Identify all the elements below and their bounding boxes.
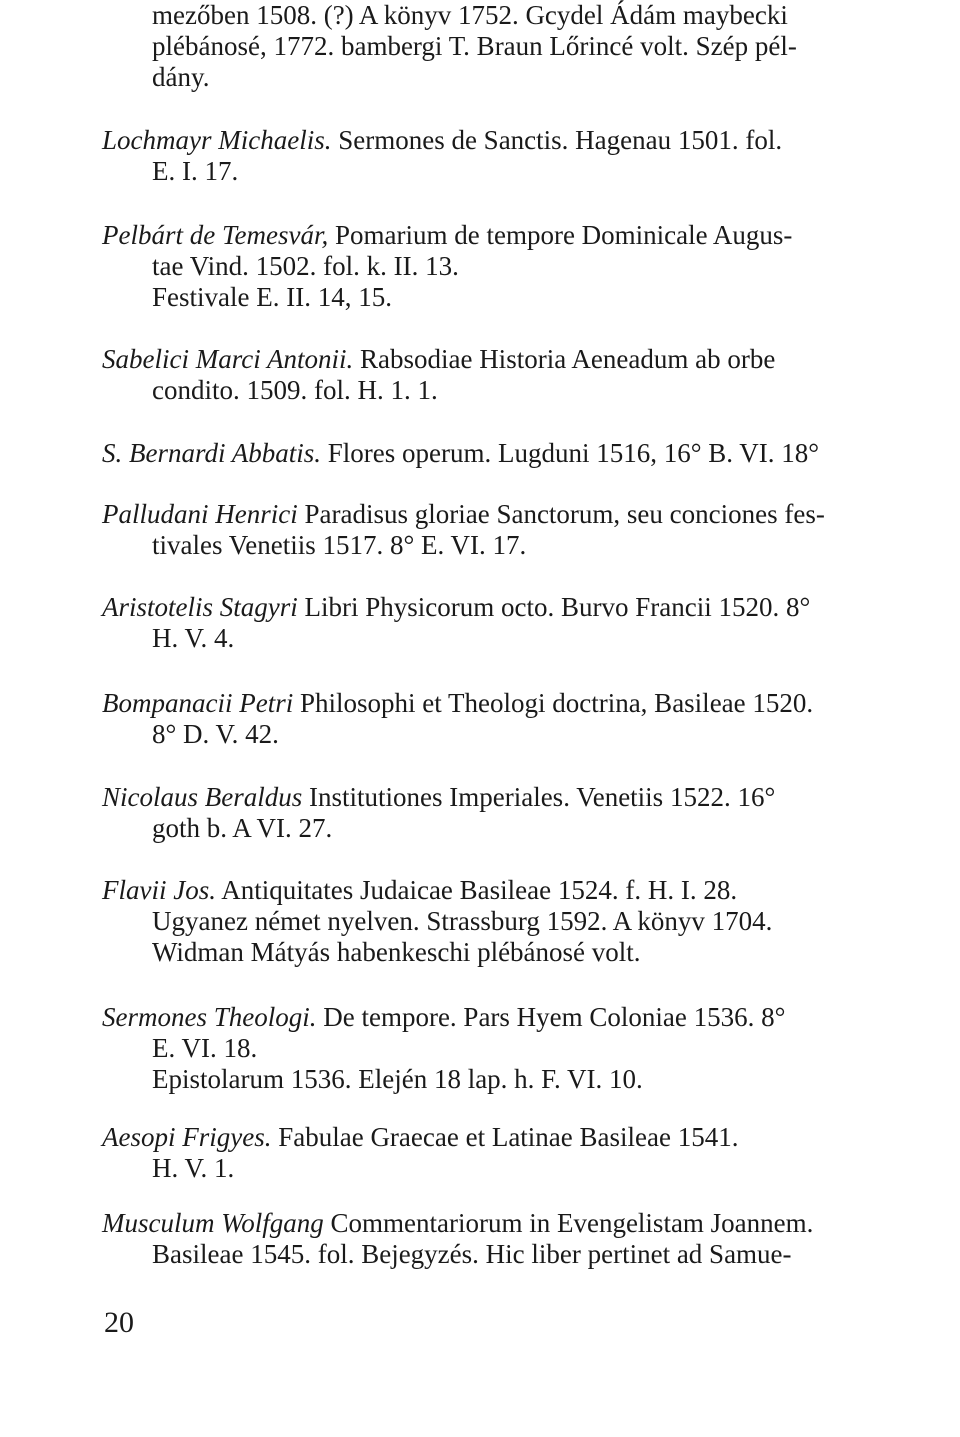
entry-line bbox=[102, 499, 850, 530]
page-number: 20 bbox=[104, 1306, 134, 1339]
entry-line bbox=[102, 1122, 850, 1153]
entry-flavii bbox=[102, 875, 850, 968]
entry-sabelici bbox=[102, 344, 850, 406]
entry-palludani bbox=[102, 499, 850, 561]
entry-line bbox=[102, 688, 850, 719]
entry-pelbart bbox=[102, 220, 850, 313]
entry-lochmayr bbox=[102, 125, 850, 187]
entry-text: Sermones de Sanctis. Hagenau 1501. fol. bbox=[331, 125, 783, 155]
entry-line: E. I. 17. bbox=[152, 156, 239, 186]
entry-line: Epistolarum 1536. Elején 18 lap. h. F. VI. 10. bbox=[152, 1064, 643, 1094]
entry-author: Bompanacii Petri bbox=[102, 688, 294, 718]
entry-text: Fabulae Graecae et Latinae Basileae 1541. bbox=[271, 1122, 739, 1152]
entry-line: Ugyanez német nyelven. Strassburg 1592. A könyv 1704. bbox=[152, 906, 773, 936]
entry-text: Pomarium de tempore Dominicale Augus- bbox=[328, 220, 793, 250]
entry-line bbox=[102, 1208, 850, 1239]
entry-bernardi bbox=[102, 438, 850, 469]
entry-author: Nicolaus Beraldus bbox=[102, 782, 303, 812]
entry-author: S. Bernardi Abbatis. bbox=[102, 438, 322, 468]
entry-line: condito. 1509. fol. H. 1. 1. bbox=[152, 375, 438, 405]
entry-continuation bbox=[102, 0, 850, 93]
entry-text: Philosophi et Theologi doctrina, Basileae 1520. bbox=[293, 688, 814, 718]
entry-line bbox=[102, 438, 850, 469]
entry-line bbox=[102, 875, 850, 906]
entry-author: Sermones Theologi. bbox=[102, 1002, 317, 1032]
entry-author: Aesopi Frigyes. bbox=[102, 1122, 272, 1152]
entry-line bbox=[102, 220, 850, 251]
entry-line: H. V. 4. bbox=[152, 623, 235, 653]
entry-line: E. VI. 18. bbox=[152, 1033, 258, 1063]
entry-line bbox=[102, 125, 850, 156]
entry-text: Libri Physicorum octo. Burvo Francii 1520. 8° bbox=[297, 592, 811, 622]
entry-line bbox=[102, 592, 850, 623]
entry-line bbox=[102, 1002, 850, 1033]
entry-line: dány. bbox=[152, 62, 210, 92]
entry-text: Paradisus gloriae Sanctorum, seu conciones fes- bbox=[297, 499, 825, 529]
entry-line bbox=[102, 344, 850, 375]
entry-line: 8° D. V. 42. bbox=[152, 719, 279, 749]
entry-line: Basileae 1545. fol. Bejegyzés. Hic liber pertinet ad Samue- bbox=[152, 1239, 792, 1269]
entry-text: Flores operum. Lugduni 1516, 16° B. VI. 18° bbox=[321, 438, 820, 468]
entry-line: goth b. A VI. 27. bbox=[152, 813, 333, 843]
entry-author: Musculum Wolfgang bbox=[102, 1208, 324, 1238]
entry-bompanacii bbox=[102, 688, 850, 750]
entry-text: Institutiones Imperiales. Venetiis 1522. 16° bbox=[302, 782, 776, 812]
entry-author: Aristotelis Stagyri bbox=[102, 592, 298, 622]
entry-sermones bbox=[102, 1002, 850, 1095]
entry-author: Pelbárt de Temesvár, bbox=[102, 220, 329, 250]
entry-line: plébánosé, 1772. bambergi T. Braun Lőrincé volt. Szép pél- bbox=[152, 31, 797, 61]
entry-beraldus bbox=[102, 782, 850, 844]
entry-text: Antiquitates Judaicae Basileae 1524. f. H. I. 28. bbox=[215, 875, 738, 905]
entry-musculum bbox=[102, 1208, 850, 1270]
entry-aesopi bbox=[102, 1122, 850, 1184]
entry-author: Palludani Henrici bbox=[102, 499, 298, 529]
entry-text: Rabsodiae Historia Aeneadum ab orbe bbox=[353, 344, 776, 374]
entry-line: H. V. 1. bbox=[152, 1153, 235, 1183]
entry-author: Sabelici Marci Antonii. bbox=[102, 344, 354, 374]
entry-author: Flavii Jos. bbox=[102, 875, 216, 905]
entry-line: tivales Venetiis 1517. 8° E. VI. 17. bbox=[152, 530, 527, 560]
entry-text: Commentariorum in Evengelistam Joannem. bbox=[323, 1208, 814, 1238]
entry-author: Lochmayr Michaelis. bbox=[102, 125, 332, 155]
entry-line: Widman Mátyás habenkeschi plébánosé volt. bbox=[152, 937, 641, 967]
entry-line: Festivale E. II. 14, 15. bbox=[152, 282, 392, 312]
entry-line: tae Vind. 1502. fol. k. II. 13. bbox=[152, 251, 459, 281]
entry-line: mezőben 1508. (?) A könyv 1752. Gcydel Ádám maybecki bbox=[152, 0, 788, 30]
entry-text: De tempore. Pars Hyem Coloniae 1536. 8° bbox=[316, 1002, 786, 1032]
entry-aristotelis bbox=[102, 592, 850, 654]
entry-line bbox=[102, 782, 850, 813]
